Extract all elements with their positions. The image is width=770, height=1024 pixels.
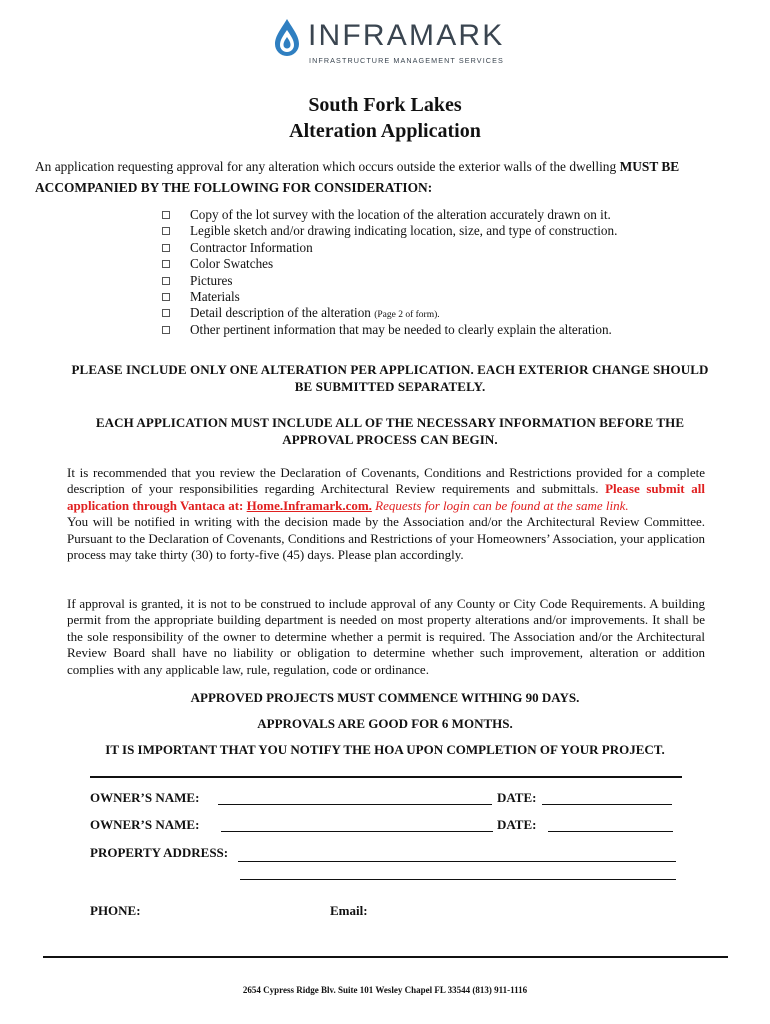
checklist-item [162,322,617,338]
property-address-label: PROPERTY ADDRESS: [90,845,229,860]
checkbox[interactable] [162,227,170,235]
property-address-field-line-2[interactable] [240,879,676,880]
logo-tagline: INFRASTRUCTURE MANAGEMENT SERVICES [309,56,504,65]
login-note: Requests for login can be found at the same link. [375,497,629,513]
section-divider [90,776,682,778]
checkbox[interactable] [162,326,170,334]
inframark-logo [272,18,512,64]
footer-divider [43,956,728,958]
checklist-page-note: (Page 2 of form). [374,310,440,321]
checklist-item [162,240,617,256]
review-paragraph [67,465,705,563]
vantaca-link[interactable]: Home.Inframark.com. [246,497,372,513]
requirements-checklist [162,207,617,338]
checklist-item [162,289,617,305]
permit-paragraph: If approval is granted, it is not to be construed to include approval of any County or City Code Requirements. A building permit from the appropriate building department is needed on most property alterations and/or improvements. It shall be the sole responsibility of the owner to determine whether a permit is required. The Association and/or the Architectural Review Board shall have no liability or obligation to determine whether such improvement, alteration or addition complies with any applicable law, rule, regulation, code or ordinance. [67,596,705,677]
date-2-field[interactable] [548,831,673,832]
checklist-item-label: Legible sketch and/or drawing indicating location, size, and type of construction. [190,223,618,239]
checkbox[interactable] [162,293,170,301]
review-text: It is recommended that you review the Declaration of Covenants, Conditions and Restrictions provided for a complete description of your responsibilities regarding Architectural Review requirements and submittals. [67,465,705,497]
submit-instruction: Please submit all application through Vantaca at: [67,481,705,513]
checkbox[interactable] [162,309,170,317]
email-label: Email: [330,903,368,918]
checklist-item [162,305,617,321]
commence-statement: APPROVED PROJECTS MUST COMMENCE WITHING 90 DAYS. [190,690,580,705]
intro-paragraph [35,156,745,198]
property-address-field[interactable] [238,861,676,862]
page-title-line-2: Alteration Application [289,120,481,142]
intro-text: An application requesting approval for any alteration which occurs outside the exterior walls of the dwelling [35,159,617,174]
date-2-label: DATE: [497,817,537,832]
logo-wordmark: INFRAMARK [308,19,505,52]
notice-one-alteration: PLEASE INCLUDE ONLY ONE ALTERATION PER APPLICATION. EACH EXTERIOR CHANGE SHOULD BE SUBMITTED SEPARATELY. [71,362,709,394]
checklist-item-label: Contractor Information [190,239,313,255]
owner-name-1-label: OWNER’S NAME: [90,790,200,805]
checklist-item [162,256,617,272]
intro-emphasis: MUST BE ACCOMPANIED BY THE FOLLOWING FOR CONSIDERATION: [35,159,680,195]
water-drop-icon [272,18,302,58]
checklist-item-label: Pictures [190,272,233,288]
owner-name-2-field[interactable] [221,831,493,832]
page-title-line-1: South Fork Lakes [308,94,462,116]
checklist-item [162,207,617,223]
checklist-item-label: Copy of the lot survey with the location of the alteration accurately drawn on it. [190,207,611,222]
owner-name-1-field[interactable] [218,804,492,805]
checklist-item [162,223,617,239]
checklist-item-label: Materials [190,288,240,304]
checkbox[interactable] [162,260,170,268]
approvals-statement: APPROVALS ARE GOOD FOR 6 MONTHS. [257,716,513,731]
date-1-label: DATE: [497,790,537,805]
notify-statement: IT IS IMPORTANT THAT YOU NOTIFY THE HOA UPON COMPLETION OF YOUR PROJECT. [105,742,665,757]
date-1-field[interactable] [542,804,672,805]
phone-label: PHONE: [90,903,141,918]
checklist-item-label: Other pertinent information that may be needed to clearly explain the alteration. [190,321,612,337]
checkbox[interactable] [162,277,170,285]
checkbox[interactable] [162,244,170,252]
checklist-item-label: Detail description of the alteration [190,305,371,321]
notice-all-information: EACH APPLICATION MUST INCLUDE ALL OF THE NECESSARY INFORMATION BEFORE THE APPROVAL PROCESS CAN BEGIN. [95,415,685,447]
checkbox[interactable] [162,211,170,219]
owner-name-2-label: OWNER’S NAME: [90,817,200,832]
checklist-item [162,273,617,289]
notification-text: You will be notified in writing with the decision made by the Association and/or the Architectural Review Committee. Pursuant to the Declaration of Covenants, Conditions and Restrictions of your Homeowners’ Association, your application process may take thirty (30) to forty-five (45) days. Please plan accordingly. [67,514,705,563]
checklist-item-label: Color Swatches [190,256,274,272]
footer-address: 2654 Cypress Ridge Blv. Suite 101 Wesley Chapel FL 33544 (813) 911-1116 [242,985,528,995]
